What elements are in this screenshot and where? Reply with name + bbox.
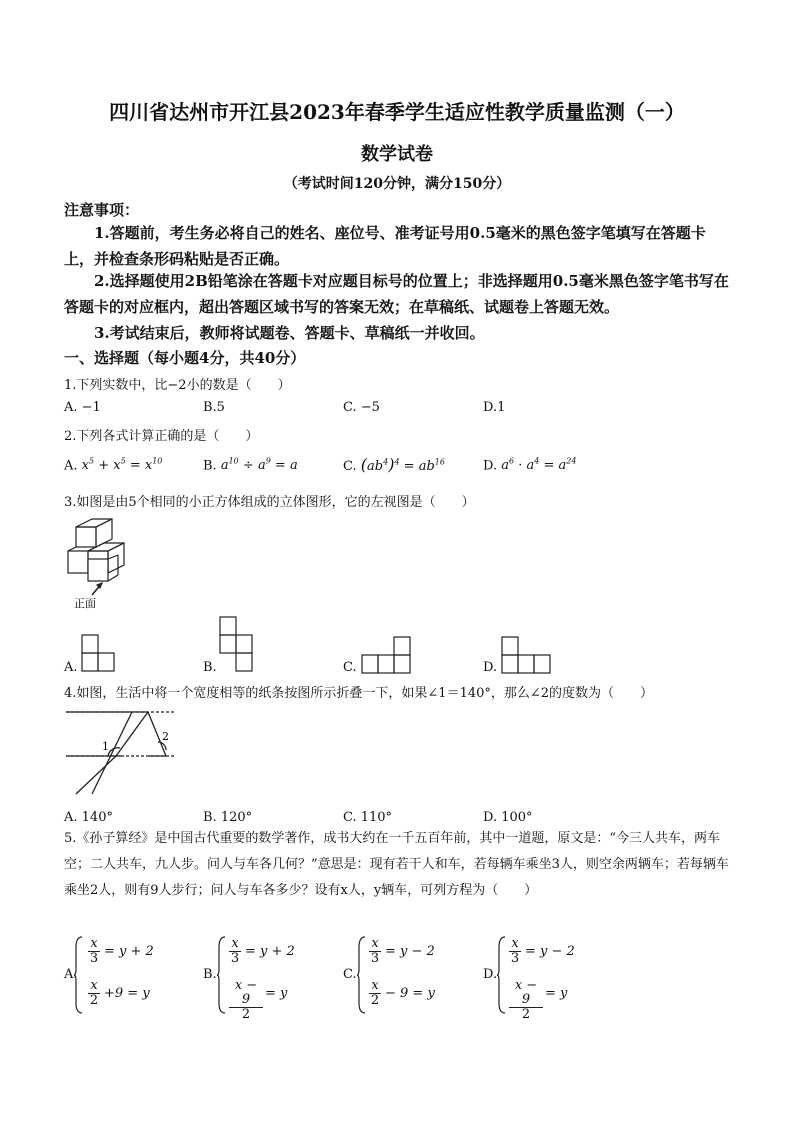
q2-option-b-formula: $a^{10} \div a^9 = a$ xyxy=(220,457,298,474)
q5-option-b: B. x 3 = y + 2 x − 9 2 = y xyxy=(203,936,295,1022)
q2-option-b-label: B. xyxy=(203,458,217,474)
cube-stack-figure xyxy=(62,513,142,613)
q2-option-c-label: C. xyxy=(343,459,357,474)
q2-option-c-formula: $(ab^4)^4 = ab^{16}$ xyxy=(360,455,445,474)
angle-1-label: 1 xyxy=(102,740,109,753)
exam-title: 四川省达州市开江县2023年春季学生适应性教学质量监测（一） xyxy=(109,100,685,124)
q4-option-b: B. 120° xyxy=(203,810,253,825)
q2-option-a-label: A. xyxy=(64,458,78,474)
q3-option-d: D. xyxy=(483,660,498,675)
q5-option-a-label: A. xyxy=(64,967,78,982)
question-3-stem: 3.如图是由5个相同的小正方体组成的立体图形，它的左视图是（ ） xyxy=(64,495,475,510)
q2-option-c xyxy=(343,455,445,474)
q5-option-d-label: D. xyxy=(483,967,498,982)
q4-option-c: C. 110° xyxy=(343,810,393,825)
q3-option-d-view xyxy=(500,635,558,675)
q3-option-a-view xyxy=(80,633,120,675)
front-label: 正面 xyxy=(74,597,96,610)
q4-option-d: D. 100° xyxy=(483,810,533,825)
q2-option-a xyxy=(64,457,162,473)
notes-heading: 注意事项： xyxy=(64,201,140,219)
q2-option-d-label: D. xyxy=(483,458,498,474)
q3-option-b-view xyxy=(218,615,258,675)
q2-option-a-formula: $x^5 + x^5 = x^{10}$ xyxy=(81,457,163,474)
question-1-stem: 1.下列实数中，比−2小的数是（ ） xyxy=(64,378,291,393)
note-item: 2.选择题使用2B铅笔涂在答题卡对应题目标号的位置上；非选择题用0.5毫米黑色签字笔书写在答题卡的对应框内，超出答题区域书写的答案无效；在草稿纸、试题卷上答题无效。 xyxy=(64,272,729,316)
question-4-stem: 4.如图，生活中将一个宽度相等的纸条按图所示折叠一下，如果∠1＝140°，那么∠2的度数为（ ） xyxy=(64,686,654,701)
q1-option-b: B.5 xyxy=(203,400,225,415)
question-2-stem: 2.下列各式计算正确的是（ ） xyxy=(64,429,259,444)
q5-option-a: A. x 3 = y + 2 x 2 +9 = y xyxy=(64,935,194,1015)
q3-option-a: A. xyxy=(64,660,78,675)
q5-option-d: D. x 3 = y − 2 x − 9 2 = y xyxy=(483,936,575,1022)
question-5-stem: 5.《孙子算经》是中国古代重要的数学著作，成书大约在一千五百年前，其中一道题，原文是：“今三人共车，两车空；二人共车，九人步。问人与车各几何？”意思是：现有若干人和车，若每辆车乘坐3人，则空余两辆车；若每辆车乘坐2人，则有9人步行；问人与车各多少？设有x人，y辆车，可列方程为（ ） xyxy=(64,831,729,898)
note-item: 3.考试结束后，教师将试题卷、答题卡、草稿纸一并收回。 xyxy=(94,324,485,342)
section-title: 一、选择题（每小题4分，共40分） xyxy=(64,349,306,367)
angle-2-label: 2 xyxy=(162,730,169,743)
q1-option-a: A. −1 xyxy=(64,400,101,415)
q3-option-c-view xyxy=(360,635,416,675)
q2-option-b xyxy=(203,457,298,473)
q2-option-d xyxy=(483,457,576,473)
q5-option-b-label: B. xyxy=(203,967,217,982)
exam-time-note: （考试时间120分钟，满分150分） xyxy=(283,176,511,192)
q1-option-d: D.1 xyxy=(483,400,506,415)
q1-option-c: C. −5 xyxy=(343,400,380,415)
note-item: 1.答题前，考生务必将自己的姓名、座位号、准考证号用0.5毫米的黑色签字笔填写在答题卡上，并检查条形码粘贴是否正确。 xyxy=(64,224,706,268)
folded-strip-figure xyxy=(62,700,182,800)
q5-option-c: C. x 3 = y − 2 x 2 − 9 = y xyxy=(343,935,473,1015)
q4-option-a: A. 140° xyxy=(64,810,113,825)
q3-option-c: C. xyxy=(343,660,357,675)
exam-subtitle: 数学试卷 xyxy=(361,144,433,165)
q2-option-d-formula: $a^6 \cdot a^4 = a^{24}$ xyxy=(501,457,577,474)
q3-option-b: B. xyxy=(203,660,217,675)
q5-option-c-label: C. xyxy=(343,967,357,982)
